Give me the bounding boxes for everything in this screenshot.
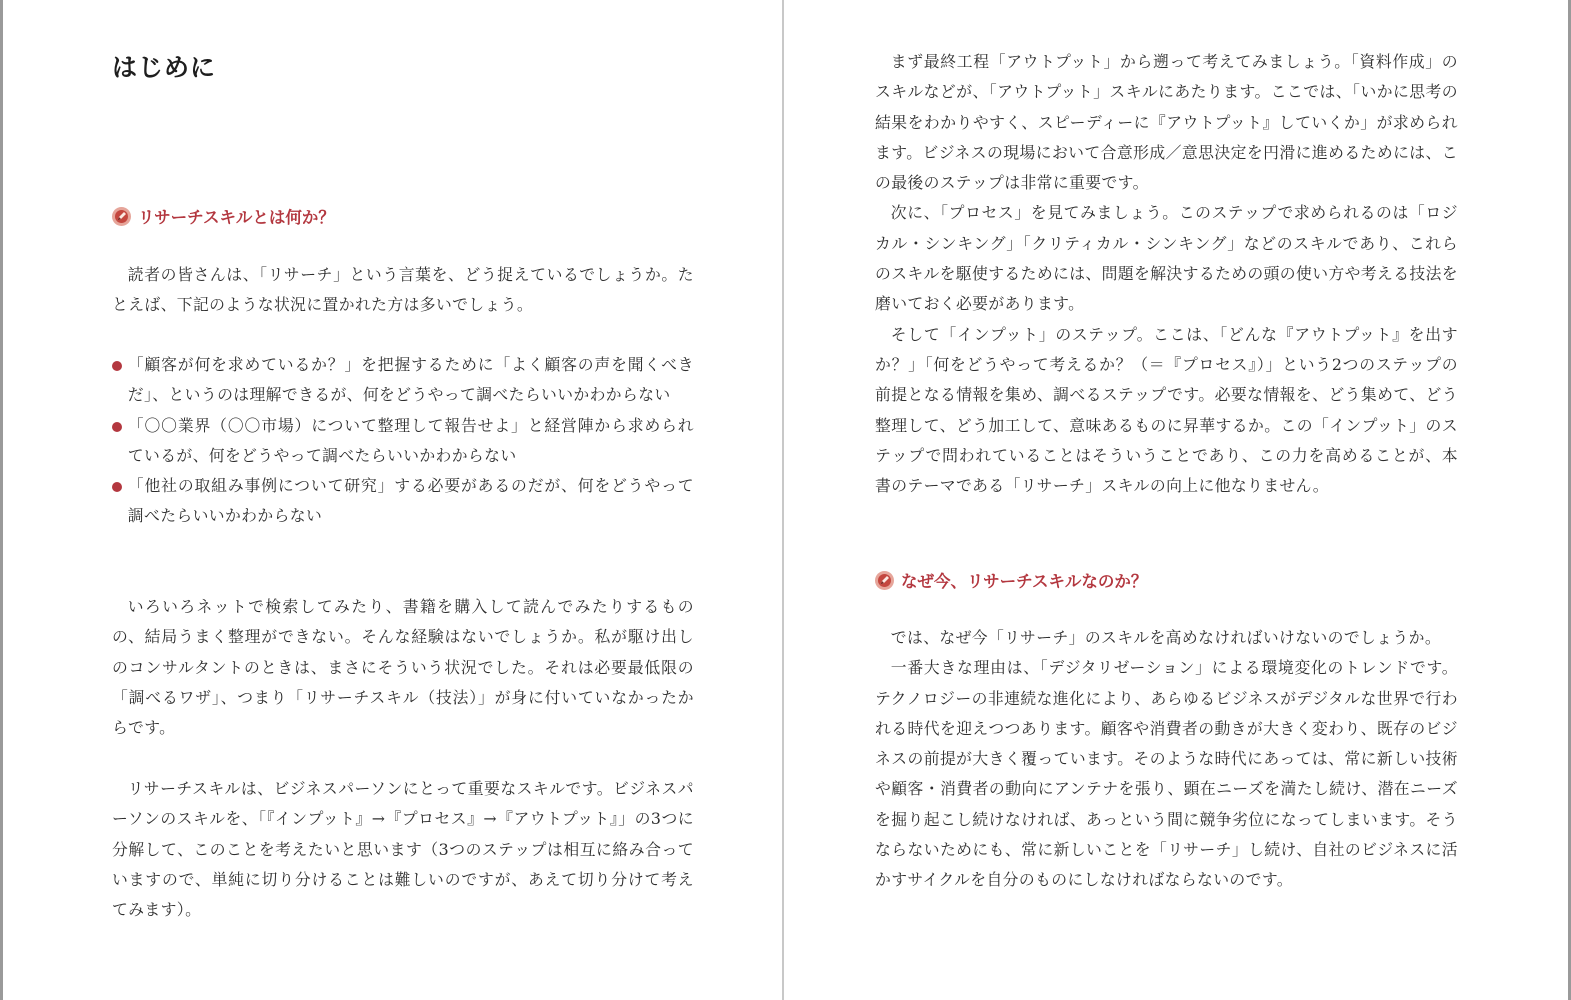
intro-block bbox=[112, 260, 694, 321]
bullet-dot-icon bbox=[112, 482, 122, 492]
body-paragraph: リサーチスキルは、ビジネスパーソンにとって重要なスキルです。ビジネスパーソンのスキルを、「『インプット』→『プロセス』→『アウトプット』」の3つに分解して、このことを考えたいと思います（3つのステップは相互に絡み合っていますので、単純に切り分けることは難しいのですが、あえて切り分けて考えてみます）。 bbox=[112, 779, 694, 920]
list-item-text: 「顧客が何を求めているか？」を把握するために「よく顧客の声を聞くべきだ」、というのは理解できるが、何をどうやって調べたらいいかわからない bbox=[127, 355, 694, 405]
body-paragraph: では、なぜ今「リサーチ」のスキルを高めなければいけないのでしょうか。 bbox=[890, 628, 1442, 647]
chapter-title: はじめに bbox=[112, 53, 217, 82]
list-item bbox=[112, 350, 694, 411]
bullet-dot-icon bbox=[112, 422, 122, 432]
body-paragraph: そして「インプット」のステップ。ここは、「どんな『アウトプット』を出すか？」「何をどうやって考えるか？（＝『プロセス』）」という2つのステップの前提となる情報を集め、調べるステップです。必要な情報を、どう集めて、どう整理して、どう加工して、意味あるものに昇華するか。この「インプット」のステップで問われていることはそういうことであり、この力を高めることが、本書のテーマである「リサーチ」スキルの向上に他なりません。 bbox=[875, 324, 1458, 496]
section-heading-text: なぜ今、リサーチスキルなのか？ bbox=[901, 572, 1148, 591]
section-heading-why-now bbox=[875, 568, 1147, 592]
book-gutter bbox=[782, 0, 784, 1000]
body-paragraph: 次に、「プロセス」を見てみましょう。このステップで求められるのは「ロジカル・シンキング」「クリティカル・シンキング」などのスキルであり、これらのスキルを駆使するためには、問題を解決するための頭の使い方や考える技法を磨いておく必要があります。 bbox=[875, 203, 1458, 314]
list-item-text: 「〇〇業界（〇〇市場）について整理して報告せよ」と経営陣から求められているが、何をどうやって調べたらいいかわからない bbox=[127, 415, 694, 465]
body-paragraph: まず最終工程「アウトプット」から遡って考えてみましょう。「資料作成」のスキルなどが、「アウトプット」スキルにあたります。ここでは、「いかに思考の結果をわかりやすく、スピーディーに『アウトプット』していくか」が求められます。ビジネスの現場において合意形成／意思決定を円滑に進めるためには、この最後のステップは非常に重要です。 bbox=[875, 52, 1458, 193]
bullet-block bbox=[112, 350, 694, 532]
list-item bbox=[112, 411, 694, 472]
body-paragraph: いろいろネットで検索してみたり、書籍を購入して読んでみたりするものの、結局うまく整理ができない。そんな経験はないでしょうか。私が駆け出しのコンサルタントのときは、まさにそういう状況でした。それは必要最低限の「調べるワザ」、つまり「リサーチスキル（技法）」が身に付いていなかったからです。 bbox=[112, 597, 694, 738]
section-heading-research-skill bbox=[112, 204, 335, 228]
list-item-text: 「他社の取組み事例について研究」する必要があるのだが、何をどうやって調べたらいいかわからない bbox=[127, 476, 694, 526]
page-edge-left bbox=[0, 0, 3, 1000]
paragraph-block bbox=[875, 623, 1458, 896]
body-paragraph: 一番大きな理由は、「デジタリゼーション」による環境変化のトレンドです。テクノロジーの非連続な進化により、あらゆるビジネスがデジタルな世界で行われる時代を迎えつつあります。顧客や消費者の動きが大きく変わり、既存のビジネスの前提が大きく覆っています。そのような時代にあっては、常に新しい技術や顧客・消費者の動向にアンテナを張り、顕在ニーズを満たし続け、潜在ニーズを掘り起こし続けなければ、あっという間に競争劣位になってしまいます。そうならないためにも、常に新しいことを「リサーチ」し続け、自社のビジネスに活かすサイクルを自分のものにしなければならないのです。 bbox=[875, 658, 1458, 890]
intro-paragraph: 読者の皆さんは、「リサーチ」という言葉を、どう捉えているでしょうか。たとえば、下記のような状況に置かれた方は多いでしょう。 bbox=[112, 265, 694, 315]
paragraph-block bbox=[112, 592, 694, 743]
pencil-circle-icon bbox=[112, 207, 131, 226]
bullet-dot-icon bbox=[112, 361, 122, 371]
section-heading-text: リサーチスキルとは何か？ bbox=[138, 208, 335, 227]
situation-list bbox=[112, 350, 694, 532]
list-item bbox=[112, 471, 694, 532]
paragraph-block bbox=[112, 774, 694, 925]
paragraph-block bbox=[875, 47, 1458, 501]
pencil-circle-icon bbox=[875, 571, 894, 590]
